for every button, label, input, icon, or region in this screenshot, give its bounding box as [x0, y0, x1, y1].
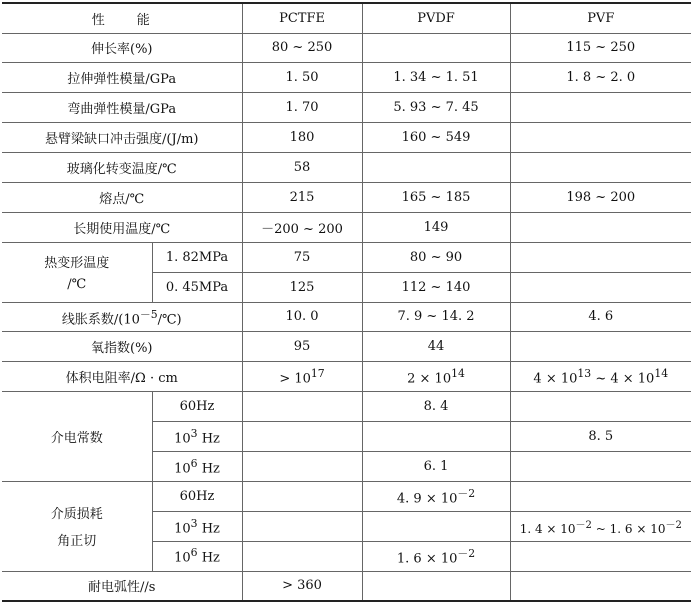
cell-pctfe: 95	[242, 332, 362, 362]
cell-pvdf: 160 ~ 549	[362, 123, 510, 153]
cell-pvf	[510, 571, 691, 601]
cell-pctfe: 180	[242, 123, 362, 153]
property-table-container	[2, 2, 691, 602]
cell-condition: 0. 45MPa	[152, 272, 242, 302]
cond-unit: Hz	[197, 461, 220, 477]
cond-exponent: 6	[190, 456, 198, 470]
cell-pctfe: 58	[242, 153, 362, 183]
cell-pvdf: 80 ~ 90	[362, 242, 510, 272]
cell-pctfe: 75	[242, 242, 362, 272]
row-oxygen-index	[2, 332, 691, 362]
label-exponent: －5	[139, 307, 158, 321]
row-label: 弯曲弹性模量/GPa	[2, 93, 242, 123]
cell-pvf	[510, 392, 691, 422]
row-elongation	[2, 33, 691, 63]
cell-pvdf: 165 ~ 185	[362, 182, 510, 212]
cell-condition	[152, 451, 242, 481]
cell-pvf	[510, 451, 691, 481]
cell-pvdf: 112 ~ 140	[362, 272, 510, 302]
cond-base: 10	[174, 431, 191, 447]
cond-unit: Hz	[197, 520, 220, 536]
value-exponent: －2	[665, 520, 682, 532]
cell-pctfe: 1. 70	[242, 93, 362, 123]
cell-pctfe	[242, 362, 362, 392]
row-label: 熔点/℃	[2, 182, 242, 212]
cell-pvf	[510, 93, 691, 123]
cell-pvf: 8. 5	[510, 422, 691, 452]
cell-pctfe: 80 ~ 250	[242, 33, 362, 63]
row-label: 拉伸弹性模量/GPa	[2, 63, 242, 93]
cond-unit: Hz	[197, 431, 220, 447]
cell-pvf	[510, 541, 691, 571]
value-base: > 10	[279, 371, 311, 387]
cell-condition: 60Hz	[152, 392, 242, 422]
value-exponent: －2	[575, 520, 592, 532]
dissipation-label-line2: 角正切	[57, 534, 97, 550]
cell-pvdf	[362, 362, 510, 392]
cell-pvdf	[362, 511, 510, 541]
value-base: 4. 9 × 10	[396, 491, 458, 507]
cell-pvf	[510, 511, 691, 541]
value-base: 1. 6 × 10	[396, 551, 458, 567]
row-melting-point	[2, 182, 691, 212]
hdt-label-line2: /℃	[67, 277, 87, 293]
header-row	[2, 3, 691, 33]
hdt-label-line1: 热变形温度	[44, 256, 110, 272]
cond-unit: Hz	[197, 550, 220, 566]
cell-pvdf: 7. 9 ~ 14. 2	[362, 302, 510, 332]
row-label: 玻璃化转变温度/℃	[2, 153, 242, 183]
cell-pctfe: 1. 50	[242, 63, 362, 93]
row-label: 氧指数(%)	[2, 332, 242, 362]
cell-pctfe	[242, 541, 362, 571]
cell-pvf	[510, 123, 691, 153]
cond-base: 10	[174, 520, 191, 536]
cell-pctfe: 215	[242, 182, 362, 212]
cell-pctfe	[242, 392, 362, 422]
cell-condition	[152, 422, 242, 452]
row-arc-resistance	[2, 571, 691, 601]
row-volume-resistivity	[2, 362, 691, 392]
cell-pvf	[510, 362, 691, 392]
cell-pvdf	[362, 422, 510, 452]
cell-pvdf: 6. 1	[362, 451, 510, 481]
row-dissipation-1	[2, 481, 691, 511]
header-property: 性 能	[2, 3, 242, 33]
cell-pvdf: 5. 93 ~ 7. 45	[362, 93, 510, 123]
cell-pctfe	[242, 451, 362, 481]
cell-condition: 1. 82MPa	[152, 242, 242, 272]
value-range: ~ 4 × 10	[591, 371, 655, 387]
cell-condition: 60Hz	[152, 481, 242, 511]
row-label: 悬臂梁缺口冲击强度/(J/m)	[2, 123, 242, 153]
cell-pctfe: 10. 0	[242, 302, 362, 332]
cell-condition	[152, 511, 242, 541]
row-label: 耐电弧性//s	[2, 571, 242, 601]
cell-pctfe	[242, 511, 362, 541]
row-label-hdt	[2, 242, 152, 302]
cond-exponent: 6	[190, 546, 198, 560]
value-exponent: 14	[451, 367, 465, 381]
cell-pvdf	[362, 571, 510, 601]
dissipation-label-line1: 介质损耗	[50, 507, 103, 523]
cell-pctfe: 125	[242, 272, 362, 302]
row-label: 体积电阻率/Ω · cm	[2, 362, 242, 392]
row-dielectric-1	[2, 392, 691, 422]
cell-pvdf	[362, 541, 510, 571]
cell-pvdf	[362, 153, 510, 183]
value-exponent: 17	[310, 367, 325, 381]
row-label-dielectric: 介电常数	[2, 392, 152, 482]
row-label	[2, 302, 242, 332]
cond-base: 10	[174, 550, 191, 566]
row-glass-transition	[2, 153, 691, 183]
cell-pvdf	[362, 33, 510, 63]
value-exponent: －2	[457, 546, 476, 560]
cell-pvdf: 8. 4	[362, 392, 510, 422]
header-pvdf: PVDF	[362, 3, 510, 33]
cell-condition	[152, 541, 242, 571]
cell-pvdf: 149	[362, 212, 510, 242]
cell-pvf: 115 ~ 250	[510, 33, 691, 63]
cell-pvdf: 1. 34 ~ 1. 51	[362, 63, 510, 93]
value-base: 1. 4 × 10	[519, 522, 576, 537]
label-suffix: /℃)	[157, 312, 182, 328]
label-prefix: 线胀系数/(10	[61, 312, 140, 328]
row-izod-impact	[2, 123, 691, 153]
cell-pvf	[510, 332, 691, 362]
property-table	[2, 2, 691, 602]
row-label-dissipation	[2, 481, 152, 571]
cell-pctfe: －200 ~ 200	[242, 212, 362, 242]
row-thermal-expansion	[2, 302, 691, 332]
row-label: 伸长率(%)	[2, 33, 242, 63]
cell-pvf: 4. 6	[510, 302, 691, 332]
cell-pvf	[510, 272, 691, 302]
cell-pvf	[510, 481, 691, 511]
value-exponent: －2	[457, 487, 476, 501]
header-pctfe: PCTFE	[242, 3, 362, 33]
row-tensile-modulus	[2, 63, 691, 93]
value-base: 4 × 10	[533, 371, 578, 387]
cell-pvdf	[362, 481, 510, 511]
cell-pvf	[510, 242, 691, 272]
value-exponent: 13	[577, 367, 592, 381]
value-range: ~ 1. 6 × 10	[591, 522, 666, 537]
cond-exponent: 3	[190, 516, 198, 530]
cond-exponent: 3	[190, 426, 198, 440]
cond-base: 10	[174, 461, 191, 477]
row-flexural-modulus	[2, 93, 691, 123]
cell-pvdf: 44	[362, 332, 510, 362]
row-hdt-1	[2, 242, 691, 272]
cell-pvf: 1. 8 ~ 2. 0	[510, 63, 691, 93]
row-label: 长期使用温度/℃	[2, 212, 242, 242]
cell-pvf	[510, 212, 691, 242]
value-base: 2 × 10	[407, 371, 452, 387]
header-pvf: PVF	[510, 3, 691, 33]
cell-pctfe	[242, 422, 362, 452]
cell-pctfe: > 360	[242, 571, 362, 601]
cell-pctfe	[242, 481, 362, 511]
value-exponent: 14	[654, 367, 669, 381]
cell-pvf	[510, 153, 691, 183]
cell-pvf: 198 ~ 200	[510, 182, 691, 212]
row-service-temp	[2, 212, 691, 242]
